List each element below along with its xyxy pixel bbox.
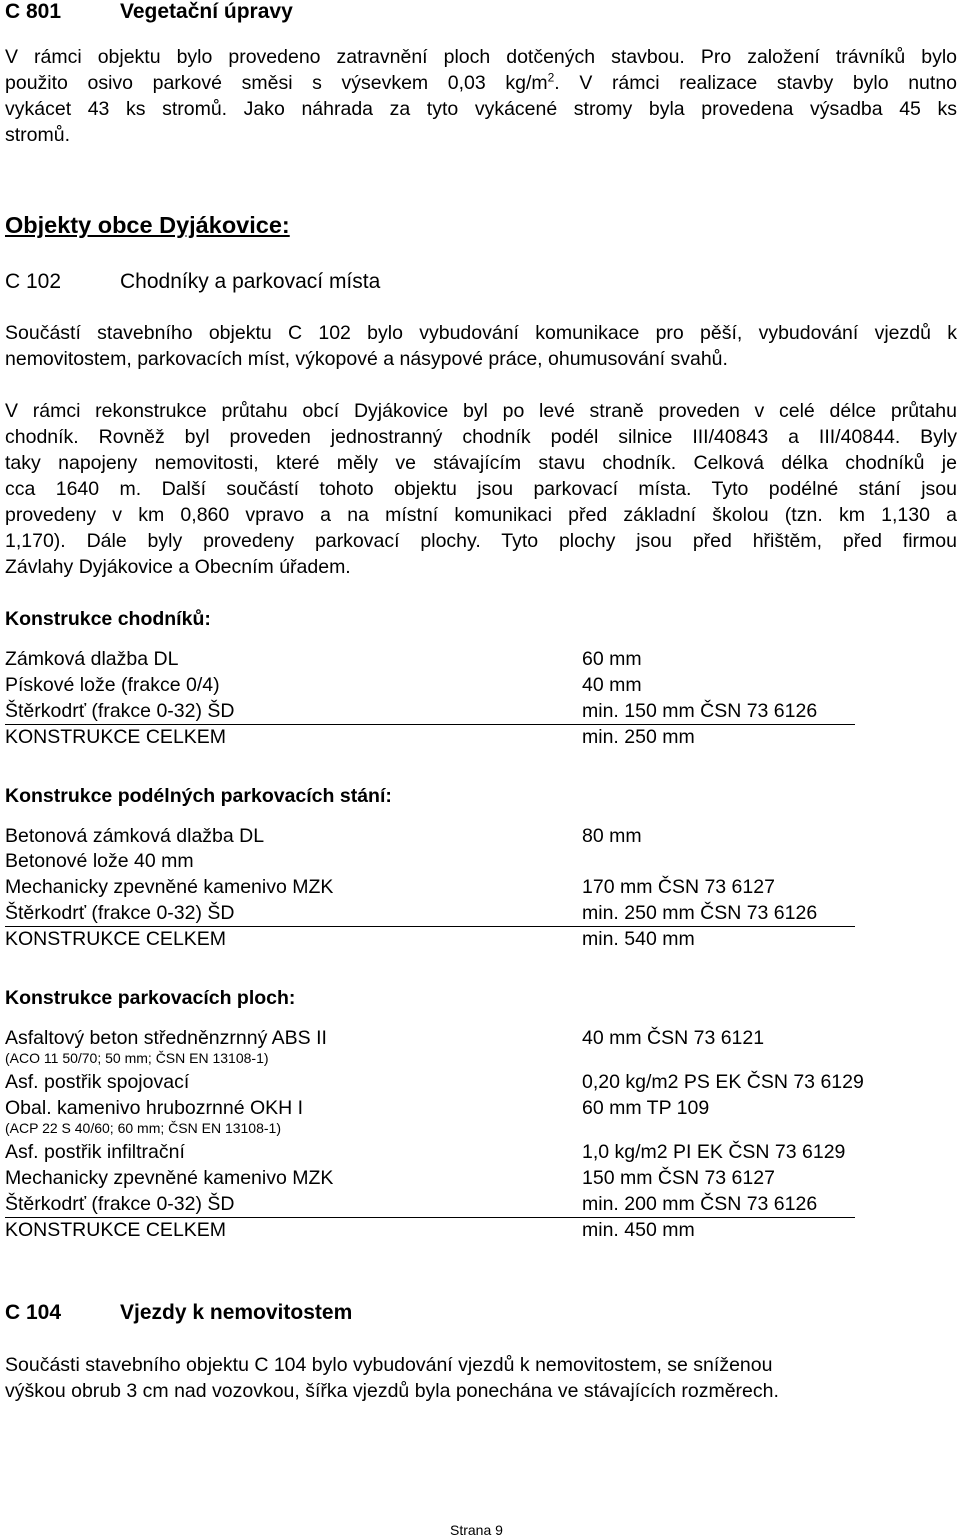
row-value: min. 250 mm [582,726,695,748]
row-label: Asfaltový beton středněnzrnný ABS II [5,1027,327,1049]
page-number: Strana 9 [450,1522,503,1538]
row-label: Štěrkodrť (frakce 0-32) ŠD [5,700,235,722]
row-label: Obal. kamenivo hrubozrnné OKH I [5,1097,304,1119]
text-line: vykácet 43 ks stromů. Jako náhrada za tyto vykácené stromy byla provedena výsadba 45 ks [5,98,957,120]
row-value: 40 mm ČSN 73 6121 [582,1027,765,1049]
table-row-total [5,928,855,954]
text-line: Závlahy Dyjákovice a Obecním úřadem. [5,556,351,578]
text-line: V rámci objektu bylo provedeno zatravnění ploch dotčených stavbou. Pro založení trávníků bylo [5,46,957,68]
paragraph-c104 [5,1352,957,1404]
row-value: 40 mm [582,674,642,696]
text-line: provedeny v km 0,860 vpravo a na místní komunikaci před základní školou (tzn. km 1,130 a [5,504,957,526]
section-title-c104: Vjezdy k nemovitostem [120,1301,353,1324]
section-heading: Objekty obce Dyjákovice: [5,212,290,238]
section-code-c102: C 102 [5,270,62,293]
text-line: cca 1640 m. Další součástí tohoto objektu jsou parkovací místa. Tyto podélné stání jsou [5,478,957,500]
row-value: 1,0 kg/m2 PI EK ČSN 73 6129 [582,1141,846,1163]
row-label: Asf. postřik infiltrační [5,1141,185,1163]
text-line: výškou obrub 3 cm nad vozovkou, šířka vjezdů byla ponechána ve stávajících rozměrech. [5,1380,779,1402]
row-value: 150 mm ČSN 73 6127 [582,1167,775,1189]
text-line: Součásti stavebního objektu C 104 bylo vybudování vjezdů k nemovitostem, se sníženou [5,1354,773,1376]
heading-konstrukce-chodniku: Konstrukce chodníků: [5,608,211,630]
text-line: taky napojeny nemovitosti, které měly ve stávajícím stavu chodník. Celková délka chodníků je [5,452,957,474]
table-row [5,825,855,851]
table-row [5,700,855,725]
text-line: V rámci rekonstrukce průtahu obcí Dyjákovice byl po levé straně proveden v celé délce průtahu [5,400,957,422]
table-row [5,1193,855,1218]
table-row [5,876,855,902]
row-label: KONSTRUKCE CELKEM [5,1219,227,1241]
table-row [5,1167,855,1193]
row-value: min. 150 mm ČSN 73 6126 [582,700,818,722]
row-label: Asf. postřik spojovací [5,1071,190,1093]
row-value: 170 mm ČSN 73 6127 [582,876,775,898]
row-label: Betonová zámková dlažba DL [5,825,265,847]
row-label: Pískové lože (frakce 0/4) [5,674,220,696]
row-label: Štěrkodrť (frakce 0-32) ŠD [5,1193,235,1215]
table-row [5,902,855,927]
row-value: min. 540 mm [582,928,695,950]
row-label: Štěrkodrť (frakce 0-32) ŠD [5,902,235,924]
row-label: KONSTRUKCE CELKEM [5,928,227,950]
table-row [5,648,855,674]
row-note: (ACO 11 50/70; 50 mm; ČSN EN 13108-1) [5,1050,269,1066]
text-line: stromů. [5,124,71,146]
table-row-note [5,1050,855,1070]
row-note: (ACP 22 S 40/60; 60 mm; ČSN EN 13108-1) [5,1120,281,1136]
table-row [5,1071,864,1097]
text-line: použito osivo parkové směsi s výsevkem 0,03 $kg/m^2$. V rámci realizace stavby bylo nutno [5,70,958,94]
row-value: min. 450 mm [582,1219,695,1241]
row-label: Betonové lože 40 mm [5,850,194,872]
table-row-total [5,1219,855,1245]
section-title-c801: Vegetační úpravy [120,0,293,23]
text-line: chodník. Rovněž byl proveden jednostranný chodník podél silnice III/40843 a III/40844. Byly [5,426,957,448]
table-row [5,1141,855,1167]
row-value: 80 mm [582,825,642,847]
heading-konstrukce-stani: Konstrukce podélných parkovacích stání: [5,785,392,807]
section-title-c102: Chodníky a parkovací místa [120,270,381,293]
table-row-total [5,726,855,752]
row-label: KONSTRUKCE CELKEM [5,726,227,748]
row-label: Mechanicky zpevněné kamenivo MZK [5,876,334,898]
paragraph-c102-1 [5,320,957,372]
row-value: 60 mm TP 109 [582,1097,710,1119]
row-value: 0,20 kg/m2 PS EK ČSN 73 6129 [582,1071,864,1093]
section-code-c801: C 801 [5,0,62,23]
text-line: 1,170). Dále byly provedeny parkovací plochy. Tyto plochy jsou před hřištěm, před firmou [5,530,957,552]
row-value: min. 250 mm ČSN 73 6126 [582,902,818,924]
heading-konstrukce-ploch: Konstrukce parkovacích ploch: [5,987,296,1009]
table-row [5,850,855,876]
row-label: Zámková dlažba DL [5,648,179,670]
text-line: nemovitostem, parkovacích míst, výkopové a násypové práce, ohumusování svahů. [5,348,728,370]
paragraph-c801 [5,44,957,148]
table-row-note [5,1120,855,1140]
paragraph-c102-2 [5,398,957,580]
row-value: 60 mm [582,648,642,670]
row-value: min. 200 mm ČSN 73 6126 [582,1193,818,1215]
section-code-c104: C 104 [5,1301,62,1324]
row-label: Mechanicky zpevněné kamenivo MZK [5,1167,334,1189]
table-row [5,674,855,700]
text-line: Součástí stavebního objektu C 102 bylo vybudování komunikace pro pěší, vybudování vjezdů k [5,322,957,344]
